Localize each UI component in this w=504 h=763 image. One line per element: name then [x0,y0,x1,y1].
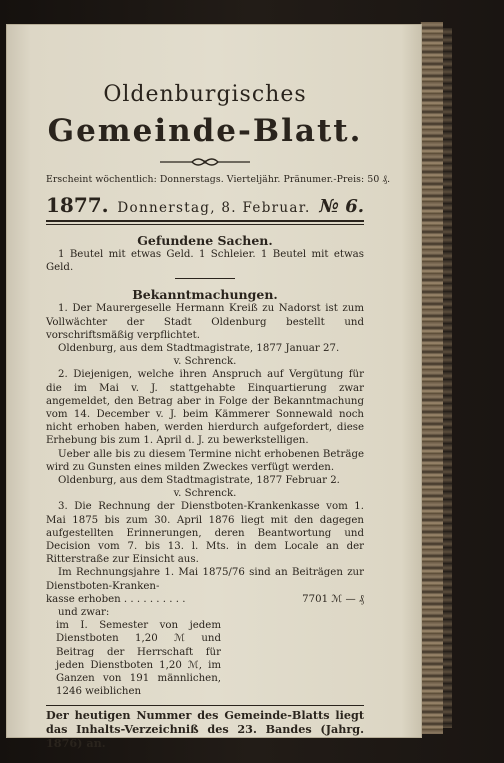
section-divider [175,278,235,279]
page-content [46,82,391,750]
issue-number: № 6. [319,196,364,217]
announcement-3-sub: im I. Semester von jedem Dienstboten 1,20 ℳ und Beitrag der Herrschaft für jeden Dienstboten 1,20 ℳ, im Ganzen von 191 männlichen, 1246 weiblichen [56,620,221,698]
collection-row-amount: 7701 ℳ — ₰ [302,593,364,605]
announcement-2-place: Oldenburg, aus dem Stadtmagistrate, 1877 Februar 2. [58,475,340,487]
rule-thick [46,220,364,222]
issue-date: Donnerstag, 8. Februar. [117,200,311,216]
announcement-3-und: und zwar: [58,607,110,619]
newspaper-page [6,24,422,750]
dateline [46,193,364,217]
announcements-heading: Bekanntmachungen. [132,287,278,303]
announcement-2: 2. Diejenigen, welche ihren Anspruch auf Vergütung für die im Mai v. J. stattgehabte Einquartierung zwar angemeldet, den Betrag aber in Folge der Bekanntmachung vom 14. December v. J. beim Kämmerer Sonnewald noch nicht erhoben haben, werden hierdurch aufgefordert, diese Erhebung bis zum 1. April d. J. zu bewerkstelligen. [46,369,364,447]
found-heading: Gefundene Sachen. [137,233,273,248]
found-text: 1 Beutel mit etwas Geld. 1 Schleier. 1 Beutel mit etwas Geld. [46,249,364,274]
collection-row-label: kasse erhoben . . . . . . . . . . [46,593,186,605]
issue-year: 1877. [46,193,109,217]
announcement-2-signature: v. Schrenck. [173,488,237,500]
announcement-1-place: Oldenburg, aus dem Stadtmagistrate, 1877 Januar 27. [58,343,340,355]
announcement-3: 3. Die Rechnung der Dienstboten-Krankenkasse vom 1. Mai 1875 bis zum 30. April 1876 liegt mit den dagegen aufgestellten Erinnerungen, deren Beantwortung und Decision vom 7. bis 13. l. Mts. in dem Locale an der Ritterstraße zur Einsicht aus. [46,501,364,566]
masthead-title: Gemeinde-Blatt. [47,113,363,149]
masthead-line1: Oldenburgisches [103,82,307,107]
announcement-3b: Im Rechnungsjahre 1. Mai 1875/76 sind an Beiträgen zur Dienstboten-Kranken- [46,567,364,592]
announcement-1: 1. Der Maurergeselle Hermann Kreiß zu Nadorst ist zum Vollwächter der Stadt Oldenburg bestellt und vorschriftsmäßig verpflichtet. [46,303,364,341]
footer-note: Der heutigen Nummer des Gemeinde-Blatts liegt das Inhalts-Verzeichniß des 23. Bandes (Jahrg. 1876) an. [46,705,364,750]
book-spine [420,22,443,734]
publication-info: Erscheint wöchentlich: Donnerstags. Vierteljähr. Pränumer.-Preis: 50 ₰. [46,174,391,185]
rule-thin [46,224,364,225]
ornament-divider-icon [160,156,250,168]
announcement-2b: Ueber alle bis zu diesem Termine nicht erhobenen Beträge wird zu Gunsten eines milden Zweckes verfügt werden. [46,448,364,473]
collection-row [46,593,364,606]
announcement-1-signature: v. Schrenck. [173,356,237,368]
